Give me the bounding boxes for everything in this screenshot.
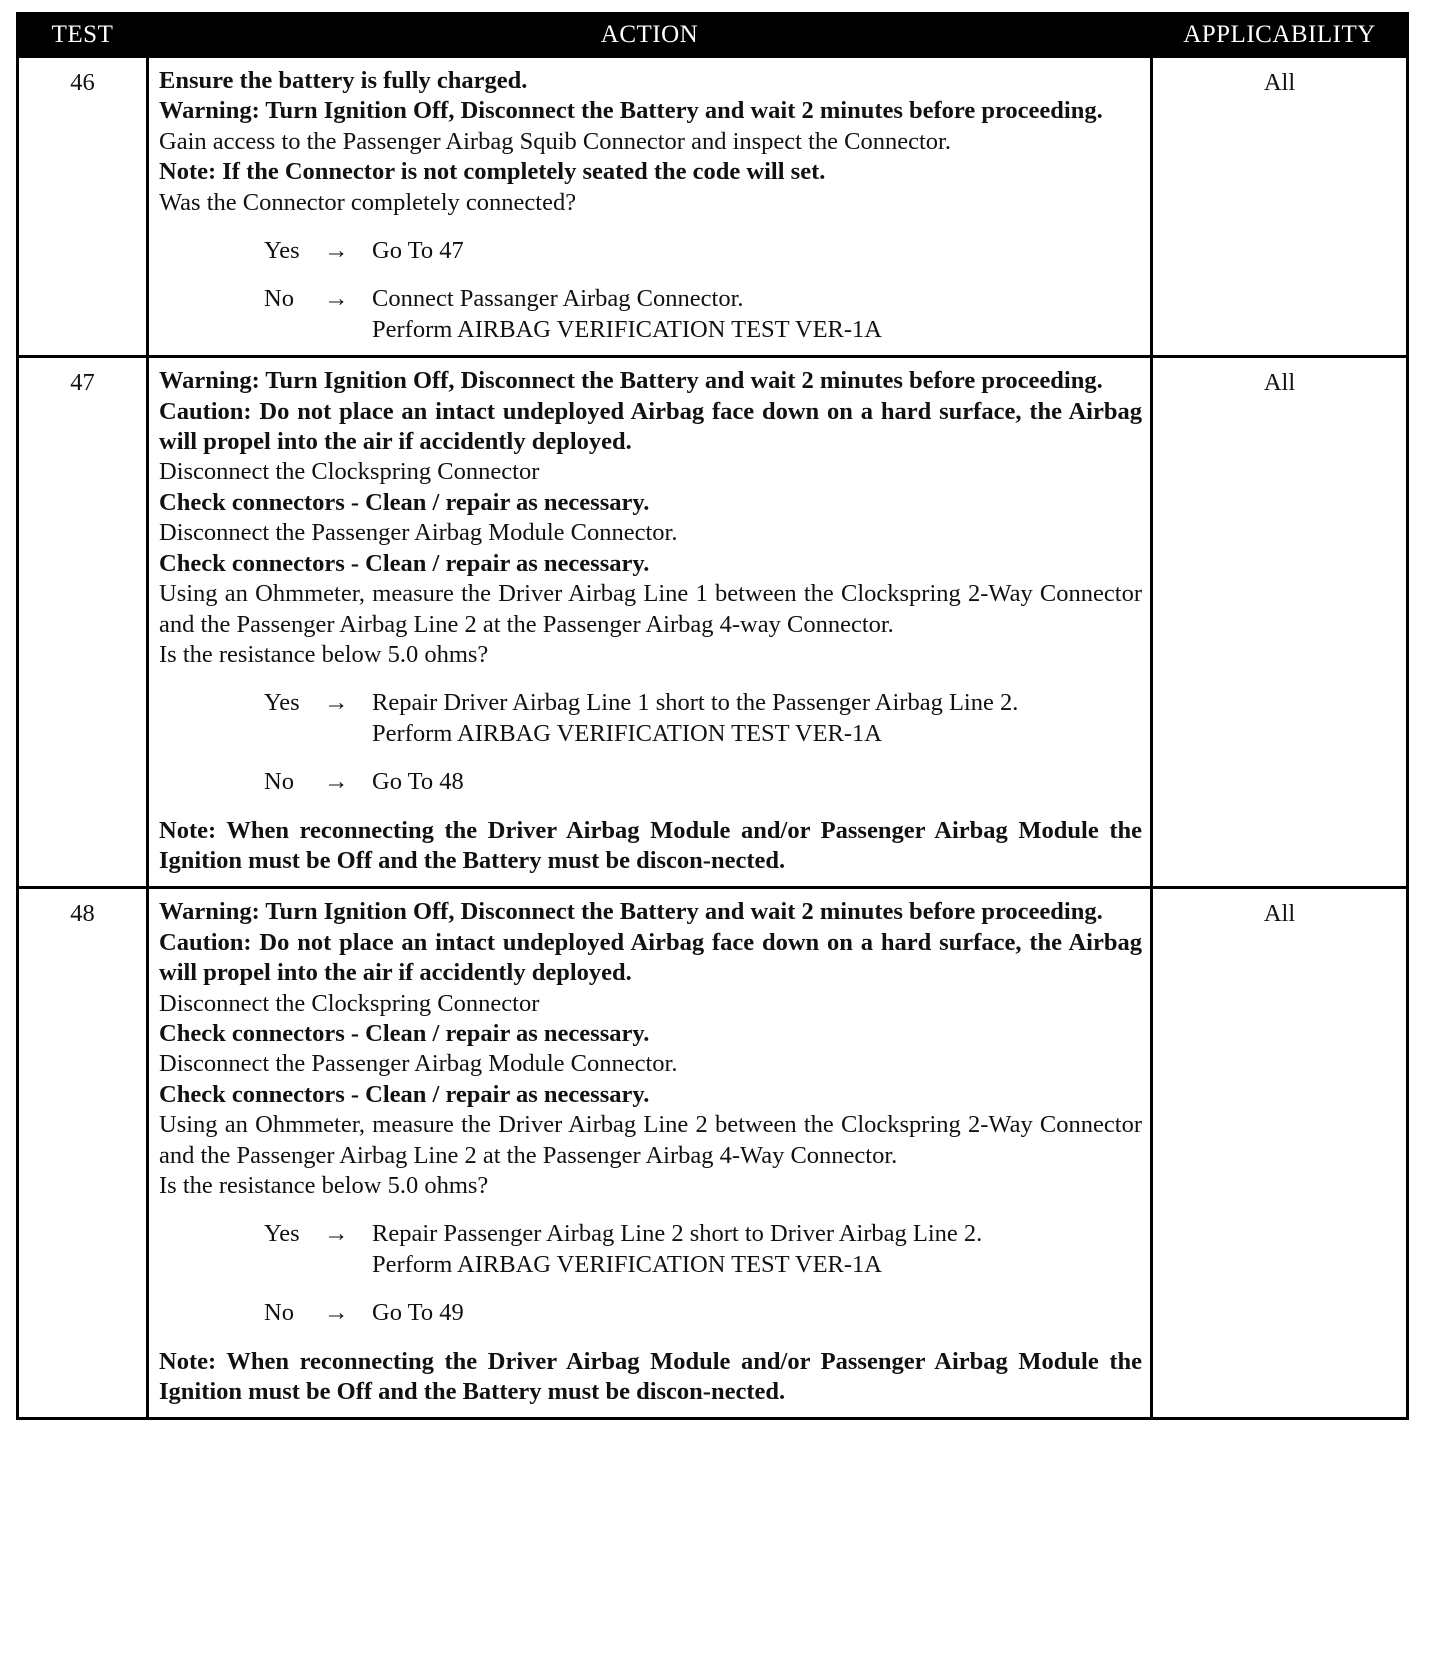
instruction-text: Using an Ohmmeter, measure the Driver Airbag Line 1 between the Clockspring 2-Way Connector and the Passenger Airbag Line 2 at the Passenger Airbag 4-way Connector. bbox=[159, 580, 1142, 638]
instruction-text: Gain access to the Passenger Airbag Squib Connector and inspect the Connector. bbox=[159, 127, 951, 155]
action-cell bbox=[148, 57, 1152, 357]
branch-result-line: Connect Passanger Airbag Connector. bbox=[372, 285, 744, 313]
branch-result bbox=[372, 1298, 1142, 1328]
table-row bbox=[18, 888, 1408, 1419]
arrow-right-icon: → bbox=[324, 1220, 349, 1248]
test-table bbox=[16, 12, 1409, 1420]
branch-result-line: Go To 48 bbox=[372, 768, 464, 796]
instruction-emphasis: Check connectors - Clean / repair as necessary. bbox=[159, 549, 650, 577]
table-header-row bbox=[18, 14, 1408, 57]
branch-answer: Yes bbox=[264, 689, 300, 717]
branch-answer: No bbox=[264, 1299, 294, 1327]
branch-answer: No bbox=[264, 768, 294, 796]
arrow-right-icon: → bbox=[324, 237, 349, 265]
decision-branch-yes bbox=[264, 236, 1142, 266]
branch-answer: Yes bbox=[264, 1220, 300, 1248]
decision-branch-yes bbox=[264, 688, 1142, 749]
instruction-emphasis: Note: If the Connector is not completely seated the code will set. bbox=[159, 158, 826, 186]
instruction-emphasis: Warning: Turn Ignition Off, Disconnect the Battery and wait 2 minutes before proceeding. bbox=[159, 97, 1103, 125]
branch-result bbox=[372, 767, 1142, 797]
instruction-emphasis: Caution: Do not place an intact undeployed Airbag face down on a hard surface, the Airbag will propel into the air if accidently deployed. bbox=[159, 928, 1142, 987]
instruction-emphasis: Check connectors - Clean / repair as necessary. bbox=[159, 1080, 650, 1108]
instruction-emphasis: Warning: Turn Ignition Off, Disconnect the Battery and wait 2 minutes before proceeding. bbox=[159, 898, 1103, 926]
header-test: TEST bbox=[18, 14, 148, 57]
branch-result-line: Go To 49 bbox=[372, 1299, 464, 1327]
instruction-text: Disconnect the Clockspring Connector bbox=[159, 989, 540, 1017]
branch-result bbox=[372, 284, 1142, 345]
arrow-right-icon: → bbox=[324, 689, 349, 717]
document-page bbox=[16, 12, 1406, 1420]
branch-answer: Yes bbox=[264, 237, 300, 265]
reconnect-note: Note: When reconnecting the Driver Airbag Module and/or Passenger Airbag Module the Ignition must be Off and the Battery must be discon-nected. bbox=[159, 816, 1142, 874]
instruction-text: Disconnect the Passenger Airbag Module Connector. bbox=[159, 519, 678, 547]
arrow-right-icon: → bbox=[324, 1299, 349, 1327]
action-cell bbox=[148, 357, 1152, 888]
instruction-emphasis: Check connectors - Clean / repair as necessary. bbox=[159, 488, 650, 516]
instruction-text: Is the resistance below 5.0 ohms? bbox=[159, 640, 489, 668]
applicability-value: All bbox=[1152, 888, 1408, 1419]
instruction-text: Is the resistance below 5.0 ohms? bbox=[159, 1172, 489, 1199]
instruction-text: Using an Ohmmeter, measure the Driver Airbag Line 2 between the Clockspring 2-Way Connector and the Passenger Airbag Line 2 at the Passenger Airbag 4-Way Connector. bbox=[159, 1111, 1142, 1169]
branch-result-line: Repair Passenger Airbag Line 2 short to Driver Airbag Line 2. bbox=[372, 1220, 983, 1248]
branch-answer: No bbox=[264, 285, 294, 313]
table-row bbox=[18, 357, 1408, 888]
branch-result bbox=[372, 236, 1142, 266]
instruction-text: Disconnect the Passenger Airbag Module Connector. bbox=[159, 1050, 678, 1078]
branch-result-line: Perform AIRBAG VERIFICATION TEST VER-1A bbox=[372, 1250, 882, 1278]
branch-result bbox=[372, 688, 1142, 749]
table-body bbox=[18, 57, 1408, 1419]
instruction-emphasis: Ensure the battery is fully charged. bbox=[159, 67, 528, 94]
test-number: 47 bbox=[18, 357, 148, 888]
instruction-emphasis: Caution: Do not place an intact undeployed Airbag face down on a hard surface, the Airbag will propel into the air if accidently deployed. bbox=[159, 397, 1142, 456]
action-cell bbox=[148, 888, 1152, 1419]
branch-result-line: Repair Driver Airbag Line 1 short to the Passenger Airbag Line 2. bbox=[372, 689, 1019, 717]
reconnect-note: Note: When reconnecting the Driver Airbag Module and/or Passenger Airbag Module the Ignition must be Off and the Battery must be discon-nected. bbox=[159, 1347, 1142, 1406]
arrow-right-icon: → bbox=[324, 768, 349, 796]
header-applicability: APPLICABILITY bbox=[1152, 14, 1408, 57]
branch-result-line: Perform AIRBAG VERIFICATION TEST VER-1A bbox=[372, 719, 882, 747]
header-action: ACTION bbox=[148, 14, 1152, 57]
branch-result-line: Go To 47 bbox=[372, 237, 464, 265]
instruction-emphasis: Warning: Turn Ignition Off, Disconnect the Battery and wait 2 minutes before proceeding. bbox=[159, 367, 1103, 395]
instruction-text: Was the Connector completely connected? bbox=[159, 188, 577, 216]
decision-branch-no bbox=[264, 1298, 1142, 1328]
instruction-text: Disconnect the Clockspring Connector bbox=[159, 458, 540, 486]
decision-branch-no bbox=[264, 284, 1142, 345]
test-number: 46 bbox=[18, 57, 148, 357]
decision-branch-no bbox=[264, 767, 1142, 797]
branch-result bbox=[372, 1219, 1142, 1280]
applicability-value: All bbox=[1152, 357, 1408, 888]
table-row bbox=[18, 57, 1408, 357]
test-number: 48 bbox=[18, 888, 148, 1419]
instruction-emphasis: Check connectors - Clean / repair as necessary. bbox=[159, 1019, 650, 1047]
applicability-value: All bbox=[1152, 57, 1408, 357]
arrow-right-icon: → bbox=[324, 285, 349, 313]
decision-branch-yes bbox=[264, 1219, 1142, 1280]
branch-result-line: Perform AIRBAG VERIFICATION TEST VER-1A bbox=[372, 315, 882, 343]
